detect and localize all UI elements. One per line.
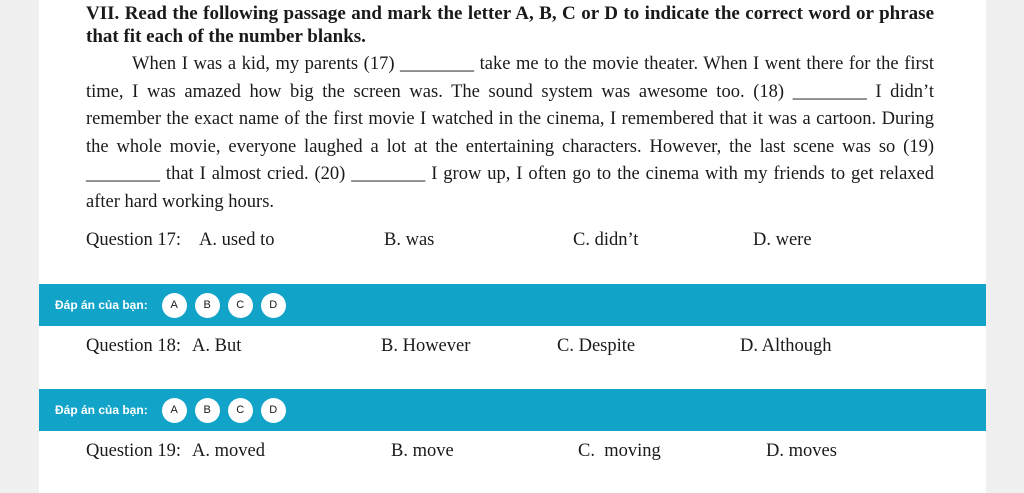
document-content: [86, 0, 934, 216]
option-a-text: A. used to: [199, 230, 275, 250]
answer-option-b-button[interactable]: B: [195, 293, 220, 318]
question-label: Question 19:: [86, 441, 182, 461]
option-b-text: B. However: [381, 336, 471, 356]
option-a-text: A. But: [192, 336, 242, 356]
answer-option-c-button[interactable]: C: [228, 293, 253, 318]
option-b-text: B. move: [391, 441, 454, 461]
reading-passage: When I was a kid, my parents (17) ________ take me to the movie theater. When I went there for the first time, I was amazed how big the screen was. The sound system was awesome too. (18) ________ I didn’t remember the exact name of the first movie I watched in the cinema, I remembered that it was a cartoon. During the whole movie, everyone laughed a lot at the entertaining characters. However, the last scene was so (19) ________ that I almost cried. (20) ________ I grow up, I often go to the cinema with my friends to get relaxed after hard working hours.: [86, 54, 934, 212]
option-a-text: A. moved: [192, 441, 265, 461]
answer-option-a-button[interactable]: A: [162, 398, 187, 423]
option-c-text: C. didn’t: [573, 230, 639, 250]
question-label: Question 17:: [86, 230, 182, 250]
question-18-row: [86, 333, 966, 359]
option-d-text: D. moves: [766, 441, 837, 461]
exercise-heading: VII. Read the following passage and mark the letter A, B, C or D to indicate the correct word or phrase that fit each of the number blanks.: [86, 3, 934, 47]
answer-bar-17: [39, 284, 986, 326]
answer-option-c-button[interactable]: C: [228, 398, 253, 423]
option-d-text: D. Although: [740, 336, 832, 356]
answer-label: Đáp án của bạn:: [55, 298, 148, 312]
option-b-text: B. was: [384, 230, 435, 250]
answer-option-d-button[interactable]: D: [261, 293, 286, 318]
option-c-text: C. Despite: [557, 336, 636, 356]
answer-option-b-button[interactable]: B: [195, 398, 220, 423]
answer-option-a-button[interactable]: A: [162, 293, 187, 318]
answer-label: Đáp án của bạn:: [55, 403, 148, 417]
option-c-text: C. moving: [578, 441, 661, 461]
question-19-row: [86, 438, 966, 464]
answer-bar-18: [39, 389, 986, 431]
option-d-text: D. were: [753, 230, 812, 250]
answer-option-d-button[interactable]: D: [261, 398, 286, 423]
question-label: Question 18:: [86, 336, 182, 356]
question-17-row: [86, 227, 966, 253]
